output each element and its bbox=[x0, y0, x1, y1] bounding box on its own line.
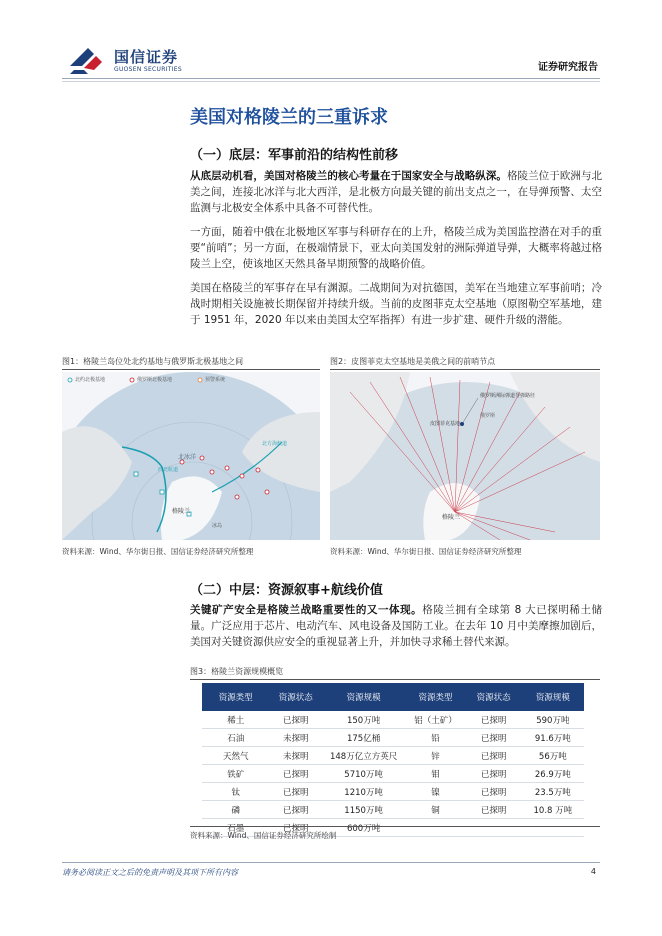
map-label-northern-sea-route: 北方海航道 bbox=[262, 441, 288, 447]
table-row bbox=[202, 729, 584, 747]
figure-2-rule bbox=[330, 369, 600, 370]
paragraph-4 bbox=[190, 602, 602, 650]
table-cell: 175亿桶 bbox=[322, 729, 405, 747]
col-header: 资源规模 bbox=[522, 683, 584, 711]
col-header: 资源状态 bbox=[270, 683, 322, 711]
paragraph-1 bbox=[190, 168, 602, 216]
table-cell: 已探明 bbox=[270, 801, 322, 819]
table-cell bbox=[405, 819, 465, 837]
figure-1-caption: 图1：格陵兰岛位处北约基地与俄罗斯北极基地之间 bbox=[62, 357, 244, 366]
map-label-icbm-path: 俄罗斯洲际弹道导弹路径 bbox=[480, 393, 536, 399]
table-cell: 钼 bbox=[405, 765, 465, 783]
map-label-pituffik: 皮图菲克基地 bbox=[430, 421, 461, 427]
table-cell: 已探明 bbox=[466, 747, 522, 765]
page-title: 美国对格陵兰的三重诉求 bbox=[190, 107, 388, 128]
paragraph-3: 美国在格陵兰的军事存在早有渊源。二战期间为对抗德国，美军在当地建立军事前哨；冷战时期相关设施被长期保留并持续升级。当前的皮图菲克太空基地（原图勒空军基地，建于 1951 年，2020 年以来由美国太空军指挥）有进一步扩建、硬件升级的潜能。 bbox=[190, 282, 602, 326]
table-cell: 1150万吨 bbox=[322, 801, 405, 819]
table-cell: 56万吨 bbox=[522, 747, 584, 765]
table-cell: 未探明 bbox=[270, 747, 322, 765]
map-label-iceland: 冰岛 bbox=[212, 523, 223, 529]
table-cell: 150万吨 bbox=[322, 711, 405, 729]
table-row bbox=[202, 711, 584, 729]
col-header: 资源类型 bbox=[405, 683, 465, 711]
table-cell: 锌 bbox=[405, 747, 465, 765]
missile-path-map-image bbox=[330, 372, 600, 540]
table-header-row bbox=[202, 683, 584, 711]
figure-2-source: 资料来源：Wind、华尔街日报、国信证券经济研究所整理 bbox=[330, 547, 522, 556]
map-label-greenland-2: 格陵兰 bbox=[442, 514, 461, 521]
paragraph-4-bold: 关键矿产安全是格陵兰战略重要性的又一体现。 bbox=[190, 604, 423, 616]
paragraph-1-bold: 从底层动机看，美国对格陵兰的核心考量在于国家安全与战略纵深。 bbox=[190, 170, 507, 182]
table-cell: 已探明 bbox=[270, 711, 322, 729]
table-cell bbox=[466, 819, 522, 837]
table-source: 资料来源：Wind、国信证券经济研究所绘制 bbox=[190, 831, 337, 840]
table-cell: 钛 bbox=[202, 783, 270, 801]
table-cell: 148万亿立方英尺 bbox=[322, 747, 405, 765]
table-cell: 已探明 bbox=[466, 729, 522, 747]
table-cell: 590万吨 bbox=[522, 711, 584, 729]
table-row bbox=[202, 801, 584, 819]
legend-russia: 俄罗斯北极基地 bbox=[137, 377, 173, 383]
table-cell: 石墨 bbox=[202, 819, 270, 837]
table-cell: 未探明 bbox=[270, 729, 322, 747]
guosen-logo-icon bbox=[68, 44, 108, 74]
table-cell: 磷 bbox=[202, 801, 270, 819]
table-cell: 铅 bbox=[405, 729, 465, 747]
footer-divider bbox=[62, 862, 600, 863]
table-cell: 已探明 bbox=[270, 819, 322, 837]
legend-warning: 预警系统 bbox=[205, 377, 226, 383]
table-cell: 已探明 bbox=[466, 783, 522, 801]
table-caption: 图3：格陵兰资源规模概览 bbox=[190, 667, 284, 676]
figure-2-caption: 图2：皮图菲克太空基地是美俄之间的前哨节点 bbox=[330, 357, 496, 366]
map-label-northwest-passage: 西北航道 bbox=[158, 467, 179, 473]
figure-1-map bbox=[62, 372, 320, 540]
col-header: 资源状态 bbox=[466, 683, 522, 711]
table-row bbox=[202, 783, 584, 801]
table-cell: 26.9万吨 bbox=[522, 765, 584, 783]
table-cell: 已探明 bbox=[466, 711, 522, 729]
table-cell: 10.8 万吨 bbox=[522, 801, 584, 819]
col-header: 资源规模 bbox=[322, 683, 405, 711]
table-cell: 镍 bbox=[405, 783, 465, 801]
table-cell: 铜 bbox=[405, 801, 465, 819]
resource-table bbox=[202, 683, 584, 837]
logo-text-cn: 国信证券 bbox=[114, 48, 179, 66]
figure-1-rule bbox=[62, 369, 320, 370]
paragraph-2: 一方面，随着中俄在北极地区军事与科研存在的上升，格陵兰成为美国监控潜在对手的重要“前哨”；另一方面，在极端情景下，亚太向美国发射的洲际弹道导弹，大概率将越过格陵兰上空，使该地区天然具备早期预警的战略价值。 bbox=[190, 226, 602, 270]
header-divider-thin bbox=[62, 81, 600, 82]
col-header: 资源类型 bbox=[202, 683, 270, 711]
table-cell: 稀土 bbox=[202, 711, 270, 729]
map-label-greenland: 格陵兰 bbox=[172, 508, 191, 515]
page-number: 4 bbox=[590, 867, 596, 876]
table-cell: 600万吨 bbox=[322, 819, 405, 837]
table-rule bbox=[190, 679, 600, 680]
report-type-label: 证券研究报告 bbox=[538, 62, 598, 73]
section-heading-1: （一）底层：军事前沿的结构性前移 bbox=[190, 148, 399, 163]
table-row bbox=[202, 747, 584, 765]
table-cell: 铁矿 bbox=[202, 765, 270, 783]
footer-disclaimer: 请务必阅读正文之后的免责声明及其项下所有内容 bbox=[62, 868, 238, 877]
logo-text-en: GUOSEN SECURITIES bbox=[114, 66, 183, 73]
table-cell: 91.6万吨 bbox=[522, 729, 584, 747]
map-label-arctic: 北冰洋 bbox=[178, 454, 197, 461]
map-label-russia: 俄罗斯 bbox=[480, 413, 496, 419]
table-bottom-rule bbox=[190, 826, 600, 827]
table-cell: 天然气 bbox=[202, 747, 270, 765]
table-cell: 23.5万吨 bbox=[522, 783, 584, 801]
paragraph-4-text: 格陵兰拥有全球第 8 大已探明稀土储量。广泛应用于芯片、电动汽车、风电设备及国防工业。在去年 10 月中美摩擦加剧后，美国对关键资源供应安全的重视显著上升，并加快寻求稀土替代来源。 bbox=[190, 604, 602, 648]
legend-nato: 北约北极基地 bbox=[75, 377, 106, 383]
table-cell: 1210万吨 bbox=[322, 783, 405, 801]
table-cell bbox=[522, 819, 584, 837]
paragraph-1-text: 格陵兰位于欧洲与北美之间，连接北冰洋与北大西洋，是北极方向最关键的前出支点之一，在导弹预警、太空监测与北极安全体系中具备不可替代性。 bbox=[190, 170, 603, 214]
table-cell: 已探明 bbox=[270, 765, 322, 783]
table-cell: 已探明 bbox=[270, 783, 322, 801]
table-cell: 已探明 bbox=[466, 765, 522, 783]
table-cell: 已探明 bbox=[466, 801, 522, 819]
table-cell: 5710万吨 bbox=[322, 765, 405, 783]
figure-2-map bbox=[330, 372, 600, 540]
section-heading-2: （二）中层：资源叙事+航线价值 bbox=[190, 583, 383, 598]
header-divider bbox=[62, 78, 600, 79]
figure-1-source: 资料来源：Wind、华尔街日报、国信证券经济研究所整理 bbox=[62, 547, 254, 556]
table-cell: 铝（土矿） bbox=[405, 711, 465, 729]
table-cell: 石油 bbox=[202, 729, 270, 747]
table-row bbox=[202, 765, 584, 783]
